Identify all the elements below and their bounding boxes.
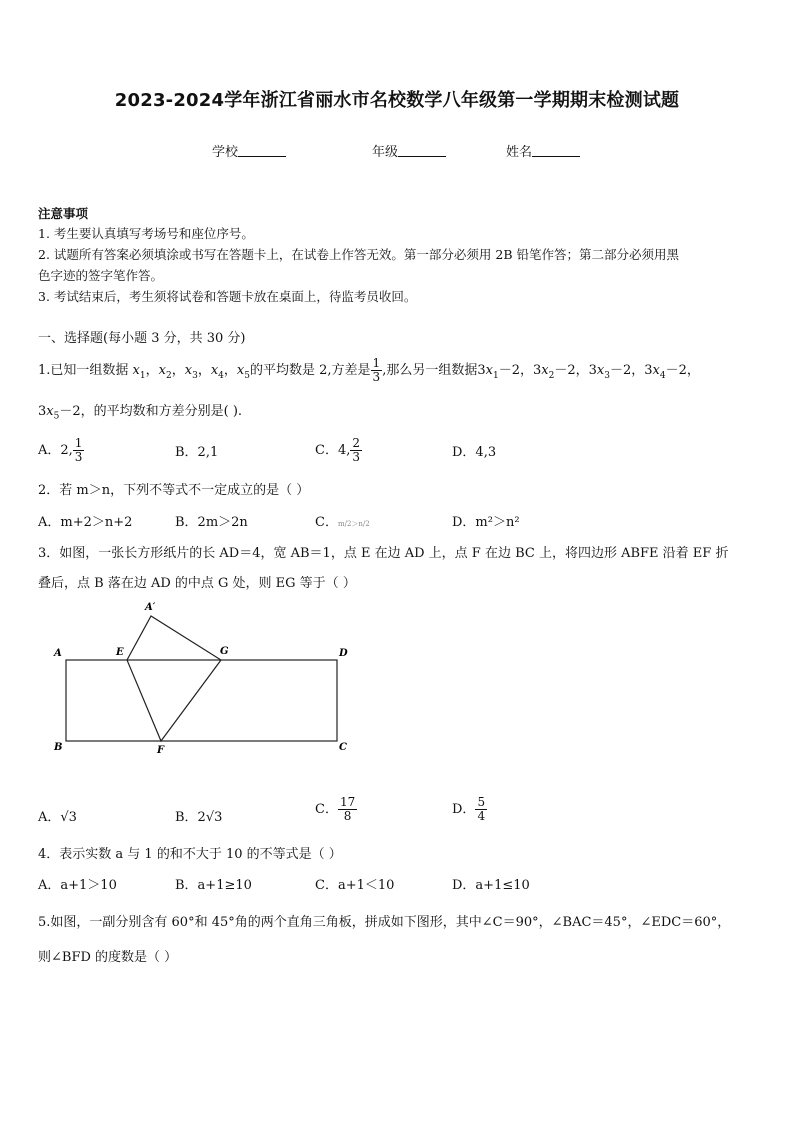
question-3-line-2: 叠后，点 B 落在边 AD 的中点 G 处，则 EG 等于（ ） xyxy=(38,576,356,591)
q1-option-c[interactable]: C．4, $\frac{2}{3}$ xyxy=(315,436,360,465)
grade-label: 年级 xyxy=(372,145,399,160)
q3-option-d[interactable]: D． $\frac{5}{4}$ xyxy=(452,795,486,824)
q2-option-c[interactable]: C．m/2＞n/2 xyxy=(315,515,370,530)
question-1-line-2: $3x_5-2$，的平均数和方差分别是( ). xyxy=(38,404,243,422)
question-4-stem: 4．表示实数 a 与 1 的和不大于 10 的不等式是（ ） xyxy=(38,847,342,862)
q3-option-b[interactable]: B．2√3 xyxy=(175,810,223,825)
note-item: 色字迹的签字笔作答。 xyxy=(38,268,164,283)
section-heading: 一、选择题(每小题 3 分，共 30 分) xyxy=(38,331,246,346)
label-d: D xyxy=(339,648,348,659)
question-5-line-2: 则∠BFD 的度数是（ ） xyxy=(38,950,178,965)
notes-heading: 注意事项 xyxy=(38,206,89,221)
school-label: 学校 xyxy=(212,145,239,160)
note-item: 1. 考生要认真填写考场号和座位序号。 xyxy=(38,226,254,241)
label-e: E xyxy=(116,647,124,658)
question-1-line-1: 1.已知一组数据 $x_1$，$x_2$，$x_3$，$x_4$，$x_5$的平均数是 2,方差是 $\frac{1}{3}$ ,那么另一组数据$3x_1-2$，$3x_2-2$，$3x_3-2$，$3x_4-2$， xyxy=(38,356,700,385)
q1-text-line2: ，的平均数和方差分别是( ). xyxy=(80,404,243,419)
q2-option-a[interactable]: A．m+2＞n+2 xyxy=(38,515,133,530)
label-a-prime: A′ xyxy=(145,602,156,613)
note-item: 3. 考试结束后，考生须将试卷和答题卡放在桌面上，待监考员收回。 xyxy=(38,289,417,304)
note-item: 2. 试题所有答案必须填涂或书写在答题卡上，在试卷上作答无效。第一部分必须用 2B 铅笔作答；第二部分必须用黑 xyxy=(38,247,679,262)
q2-option-c-formula: m/2＞n/2 xyxy=(337,520,370,528)
school-blank xyxy=(238,144,286,157)
grade-field xyxy=(372,141,446,160)
question-3-line-1: 3．如图，一张长方形纸片的长 AD＝4，宽 AB＝1，点 E 在边 AD 上，点 F 在边 BC 上，将四边形 ABFE 沿着 EF 折 xyxy=(38,546,729,561)
folded-quadrilateral xyxy=(127,616,221,741)
q2-option-d[interactable]: D．m²＞n² xyxy=(452,515,520,530)
q1-option-b[interactable]: B．2,1 xyxy=(175,445,219,460)
q1-text-a: 1.已知一组数据 xyxy=(38,363,129,379)
q1-option-a[interactable]: A．2, $\frac{1}{3}$ xyxy=(38,436,83,465)
grade-blank xyxy=(398,144,446,157)
rectangle-abcd xyxy=(66,660,337,741)
label-b: B xyxy=(54,742,63,753)
folding-rectangle-figure xyxy=(50,598,360,758)
page-title: 2023-2024学年浙江省丽水市名校数学八年级第一学期期末检测试题 xyxy=(114,90,680,111)
name-blank xyxy=(532,144,580,157)
q2-option-b[interactable]: B．2m＞2n xyxy=(175,515,248,530)
label-a: A xyxy=(54,648,62,659)
label-g: G xyxy=(220,646,229,657)
q4-option-d[interactable]: D．a+1≤10 xyxy=(452,878,530,893)
q1-variance-fraction: $\frac{1}{3}$ xyxy=(372,356,381,385)
school-field xyxy=(212,141,286,160)
question-2-stem: 2．若 m＞n，下列不等式不一定成立的是（ ） xyxy=(38,483,310,498)
name-label: 姓名 xyxy=(506,145,533,160)
label-c: C xyxy=(339,742,347,753)
q4-option-b[interactable]: B．a+1≥10 xyxy=(175,878,252,893)
q3-option-a[interactable]: A．√3 xyxy=(38,810,77,825)
q1-text-c: ,那么另一组数据 xyxy=(382,363,478,379)
label-f: F xyxy=(157,745,165,756)
question-5-line-1: 5.如图，一副分别含有 60°和 45°角的两个直角三角板，拼成如下图形，其中∠C＝90°，∠BAC＝45°，∠EDC＝60°， xyxy=(38,915,731,930)
q1-option-d[interactable]: D．4,3 xyxy=(452,445,497,460)
q4-option-c[interactable]: C．a+1＜10 xyxy=(315,878,395,893)
q1-text-b: 的平均数是 2,方差是 xyxy=(250,363,371,379)
q4-option-a[interactable]: A．a+1＞10 xyxy=(38,878,117,893)
name-field xyxy=(506,141,580,160)
q3-option-c[interactable]: C． $\frac{17}{8}$ xyxy=(315,795,356,824)
